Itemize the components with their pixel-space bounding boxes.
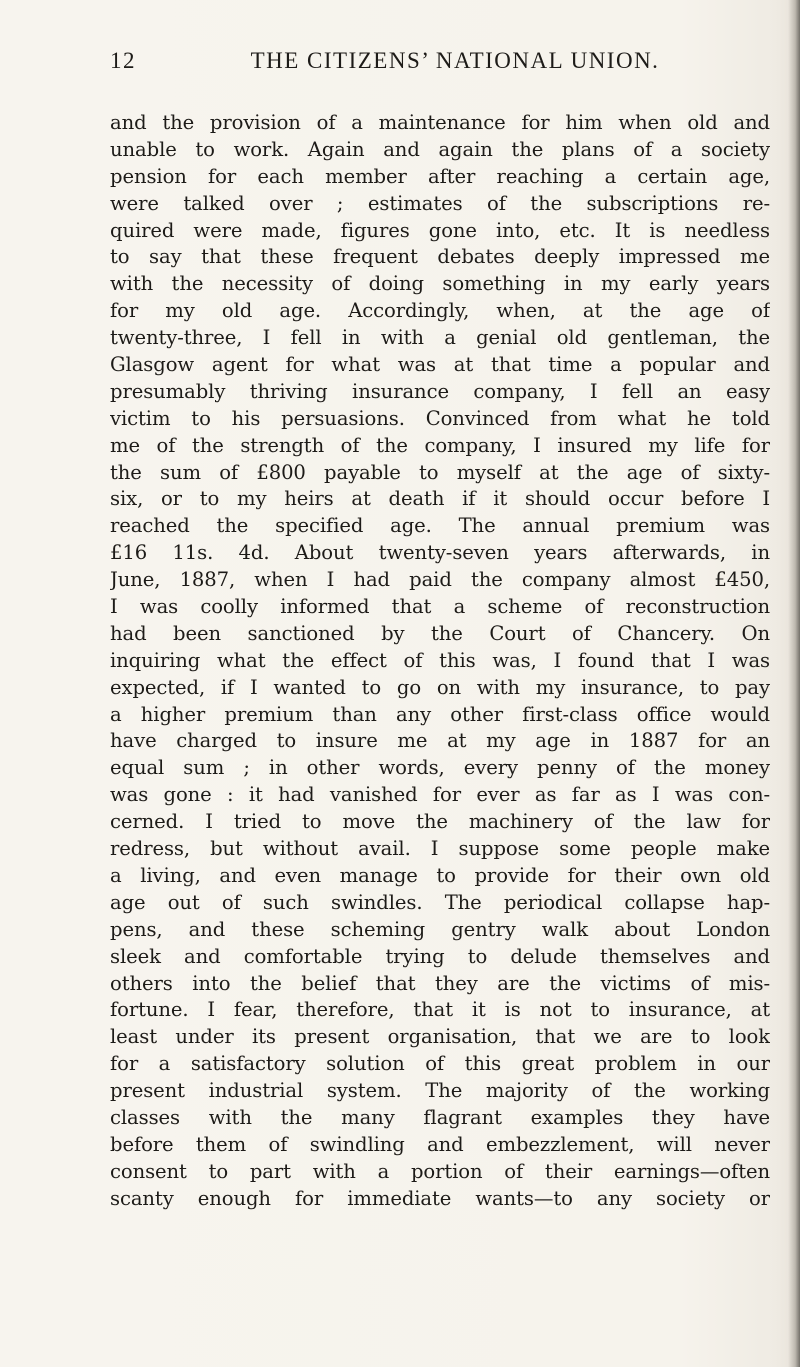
text-line: cerned. I tried to move the machinery of the law for bbox=[110, 810, 770, 834]
text-line: consent to part with a portion of their earnings—often bbox=[110, 1159, 770, 1183]
text-line: with the necessity of doing something in my early years bbox=[110, 272, 770, 296]
text-line: least under its present organisation, that we are to look bbox=[110, 1025, 770, 1049]
text-line: I was coolly informed that a scheme of reconstruction bbox=[110, 595, 770, 619]
text-line: me of the strength of the company, I insured my life for bbox=[110, 433, 770, 457]
text-line: unable to work. Again and again the plans of a society bbox=[110, 137, 770, 161]
text-line: before them of swindling and embezzlement, will never bbox=[110, 1132, 770, 1156]
text-line: sleek and comfortable trying to delude themselves and bbox=[110, 944, 770, 968]
text-line: quired were made, figures gone into, etc. It is needless bbox=[110, 218, 770, 242]
text-line: others into the belief that they are the victims of mis- bbox=[110, 971, 770, 995]
text-line: six, or to my heirs at death if it should occur before I bbox=[110, 487, 770, 511]
text-line: expected, if I wanted to go on with my insurance, to pay bbox=[110, 675, 770, 699]
text-line: have charged to insure me at my age in 1887 for an bbox=[110, 729, 770, 753]
text-line: the sum of £800 payable to myself at the age of sixty- bbox=[110, 460, 770, 484]
text-line: Glasgow agent for what was at that time a popular and bbox=[110, 353, 770, 377]
text-line: redress, but without avail. I suppose some people make bbox=[110, 837, 770, 861]
body-text bbox=[110, 110, 770, 1213]
page-edge-shadow bbox=[788, 0, 800, 1367]
text-line: and the provision of a maintenance for him when old and bbox=[110, 111, 770, 134]
text-line: was gone : it had vanished for ever as far as I was con- bbox=[110, 783, 770, 807]
text-line: pension for each member after reaching a certain age, bbox=[110, 164, 770, 188]
page-number: 12 bbox=[110, 48, 136, 73]
text-line: classes with the many flagrant examples they have bbox=[110, 1105, 770, 1129]
text-line: age out of such swindles. The periodical collapse hap- bbox=[110, 890, 770, 914]
text-line: presumably thriving insurance company, I fell an easy bbox=[110, 379, 770, 403]
text-line: inquiring what the effect of this was, I found that I was bbox=[110, 648, 770, 672]
text-line: victim to his persuasions. Convinced from what he told bbox=[110, 406, 770, 430]
text-line: a living, and even manage to provide for their own old bbox=[110, 863, 770, 887]
text-line: present industrial system. The majority of the working bbox=[110, 1079, 770, 1103]
text-line: fortune. I fear, therefore, that it is not to insurance, at bbox=[110, 998, 770, 1022]
text-line: June, 1887, when I had paid the company almost £450, bbox=[110, 568, 770, 592]
text-line: to say that these frequent debates deeply impressed me bbox=[110, 245, 770, 269]
running-title: THE CITIZENS’ NATIONAL UNION. bbox=[250, 48, 660, 73]
text-line: reached the specified age. The annual premium was bbox=[110, 514, 770, 538]
text-line: for a satisfactory solution of this great problem in our bbox=[110, 1052, 770, 1076]
text-line: equal sum ; in other words, every penny of the money bbox=[110, 756, 770, 780]
text-line: for my old age. Accordingly, when, at the age of bbox=[110, 299, 770, 323]
text-line: twenty-three, I fell in with a genial old gentleman, the bbox=[110, 326, 770, 350]
text-line: pens, and these scheming gentry walk about London bbox=[110, 917, 770, 941]
running-head bbox=[110, 48, 770, 88]
text-line: were talked over ; estimates of the subscriptions re- bbox=[110, 191, 770, 215]
text-line: had been sanctioned by the Court of Chancery. On bbox=[110, 621, 770, 645]
text-line: £16 11s. 4d. About twenty-seven years afterwards, in bbox=[110, 541, 770, 565]
text-line: scanty enough for immediate wants—to any society or bbox=[110, 1186, 770, 1210]
text-line: a higher premium than any other first-class office would bbox=[110, 702, 770, 726]
